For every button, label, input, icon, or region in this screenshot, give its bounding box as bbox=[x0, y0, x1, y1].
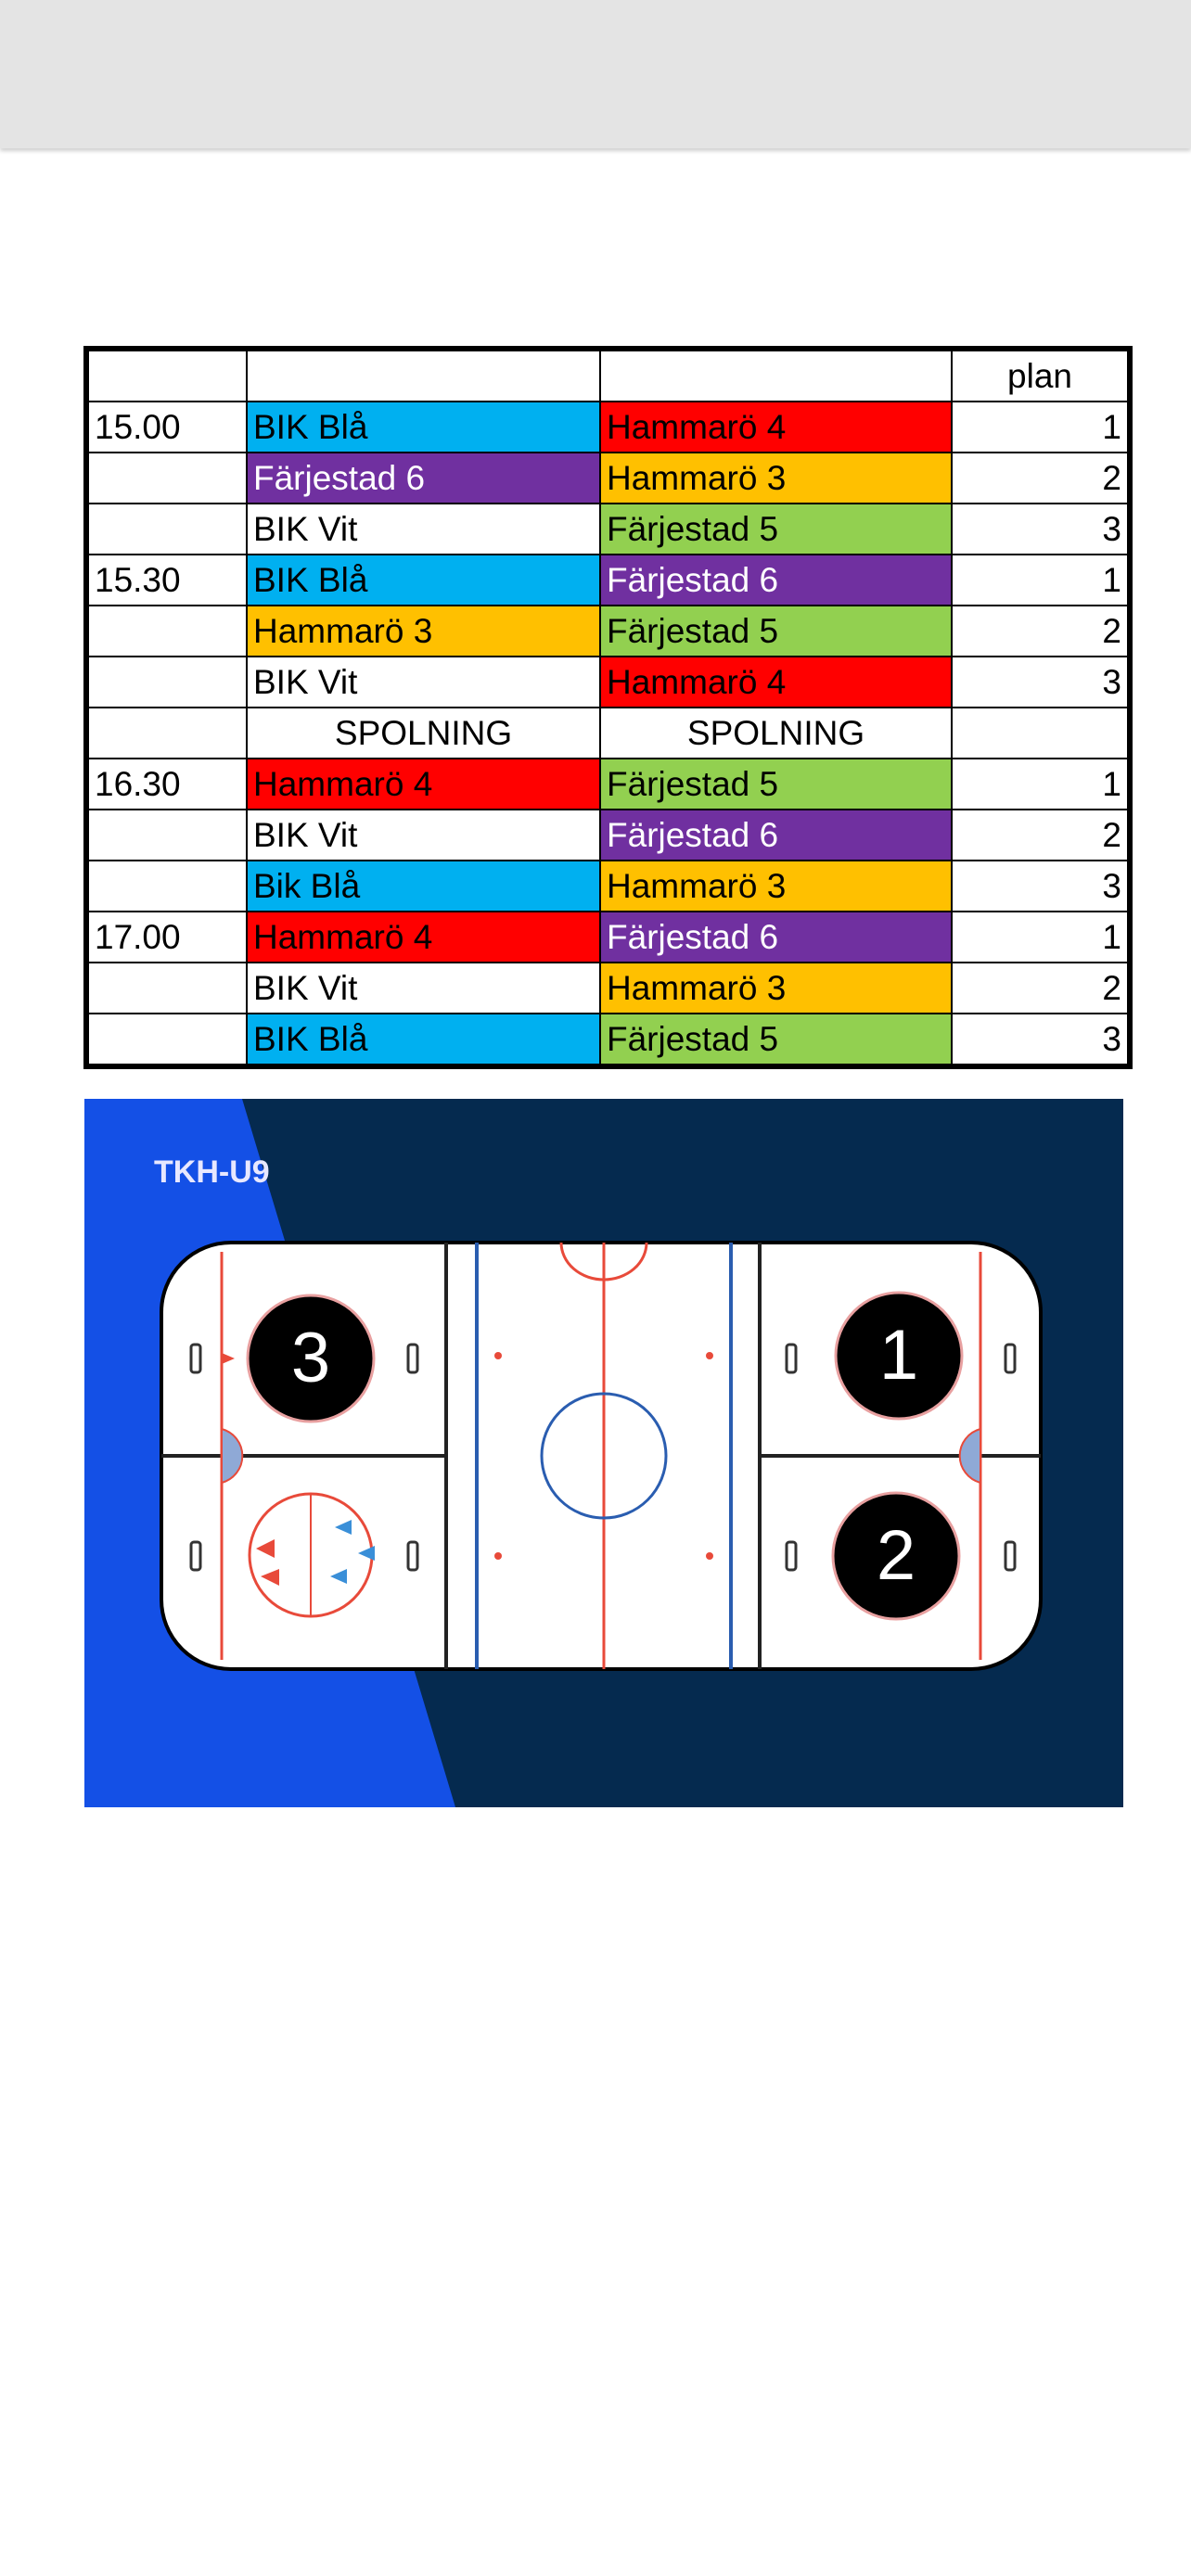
cell-plan: 3 bbox=[952, 861, 1130, 912]
browser-top-bar bbox=[0, 0, 1191, 148]
table-row bbox=[86, 606, 1130, 657]
zone-marker-2 bbox=[833, 1493, 959, 1619]
rink-title: TKH-U9 bbox=[154, 1154, 270, 1190]
cell-home-team: BIK Vit bbox=[247, 963, 600, 1014]
cell-plan: 3 bbox=[952, 504, 1130, 555]
cell-home-team: SPOLNING bbox=[247, 708, 600, 759]
table-header-row bbox=[86, 349, 1130, 402]
cell-time bbox=[86, 453, 247, 504]
cell-plan: 2 bbox=[952, 606, 1130, 657]
cell-time: 17.00 bbox=[86, 912, 247, 963]
cell-away-team: Hammarö 3 bbox=[600, 963, 952, 1014]
cell-time bbox=[86, 708, 247, 759]
cell-time: 16.30 bbox=[86, 759, 247, 810]
cell-plan: 1 bbox=[952, 759, 1130, 810]
cell-away-team: Färjestad 6 bbox=[600, 810, 952, 861]
table-row bbox=[86, 810, 1130, 861]
cell-away-team: Hammarö 4 bbox=[600, 402, 952, 453]
cell-plan: 1 bbox=[952, 402, 1130, 453]
cell-away-team: Färjestad 5 bbox=[600, 504, 952, 555]
cell-home-team: Hammarö 4 bbox=[247, 912, 600, 963]
table-row bbox=[86, 861, 1130, 912]
cell-away-team: Färjestad 6 bbox=[600, 912, 952, 963]
cell-time bbox=[86, 810, 247, 861]
cell-time: 15.30 bbox=[86, 555, 247, 606]
table-row bbox=[86, 453, 1130, 504]
cell-plan: 2 bbox=[952, 810, 1130, 861]
zone-marker-3 bbox=[248, 1295, 374, 1422]
table-row bbox=[86, 963, 1130, 1014]
cell-away-team: Färjestad 5 bbox=[600, 759, 952, 810]
zone-label-2: 2 bbox=[876, 1516, 916, 1595]
table-row bbox=[86, 555, 1130, 606]
zone-label-1: 1 bbox=[878, 1316, 919, 1395]
cell-plan: 3 bbox=[952, 1014, 1130, 1066]
cell-home-team: Hammarö 4 bbox=[247, 759, 600, 810]
cell-away-team: Hammarö 3 bbox=[600, 453, 952, 504]
table-row bbox=[86, 504, 1130, 555]
cell-away-team: Hammarö 4 bbox=[600, 657, 952, 708]
cell-time bbox=[86, 504, 247, 555]
cell-away-team: Färjestad 5 bbox=[600, 606, 952, 657]
cell-plan: 1 bbox=[952, 555, 1130, 606]
cell-time: 15.00 bbox=[86, 402, 247, 453]
cell-home-team: BIK Blå bbox=[247, 555, 600, 606]
cell-home-team: Bik Blå bbox=[247, 861, 600, 912]
cell-time bbox=[86, 606, 247, 657]
cell-home-team: Hammarö 3 bbox=[247, 606, 600, 657]
header-plan: plan bbox=[952, 349, 1130, 402]
cell-plan: 2 bbox=[952, 963, 1130, 1014]
header-home bbox=[247, 349, 600, 402]
cell-home-team: BIK Blå bbox=[247, 1014, 600, 1066]
cell-time bbox=[86, 963, 247, 1014]
cell-away-team: SPOLNING bbox=[600, 708, 952, 759]
zone-label-3: 3 bbox=[290, 1319, 331, 1397]
cell-plan: 1 bbox=[952, 912, 1130, 963]
zone-marker-1 bbox=[836, 1293, 962, 1419]
cell-home-team: Färjestad 6 bbox=[247, 453, 600, 504]
table-row bbox=[86, 708, 1130, 759]
cell-plan: 2 bbox=[952, 453, 1130, 504]
table-row bbox=[86, 912, 1130, 963]
cell-home-team: BIK Vit bbox=[247, 810, 600, 861]
cell-plan bbox=[952, 708, 1130, 759]
cell-home-team: BIK Vit bbox=[247, 657, 600, 708]
cell-away-team: Färjestad 6 bbox=[600, 555, 952, 606]
cell-away-team: Färjestad 5 bbox=[600, 1014, 952, 1066]
table-row bbox=[86, 657, 1130, 708]
cell-time bbox=[86, 657, 247, 708]
cell-home-team: BIK Blå bbox=[247, 402, 600, 453]
schedule-table bbox=[83, 346, 1133, 1069]
cell-plan: 3 bbox=[952, 657, 1130, 708]
cell-time bbox=[86, 861, 247, 912]
table-row bbox=[86, 759, 1130, 810]
cell-time bbox=[86, 1014, 247, 1066]
cell-home-team: BIK Vit bbox=[247, 504, 600, 555]
table-row bbox=[86, 1014, 1130, 1066]
cell-away-team: Hammarö 3 bbox=[600, 861, 952, 912]
rink-diagram bbox=[84, 1099, 1123, 1807]
header-away bbox=[600, 349, 952, 402]
header-time bbox=[86, 349, 247, 402]
table-row bbox=[86, 402, 1130, 453]
